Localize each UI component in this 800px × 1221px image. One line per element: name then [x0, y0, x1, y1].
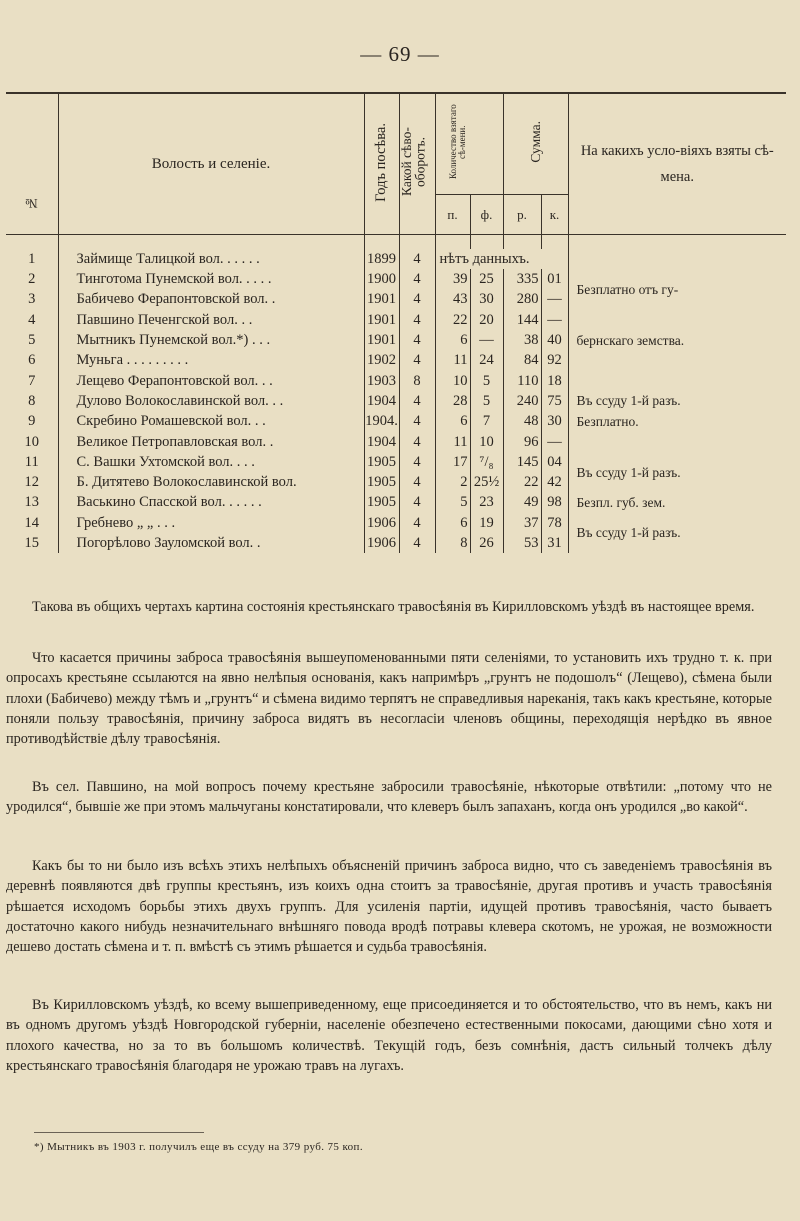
cell-place: Мытникъ Пунемской вол.*) . . . — [58, 330, 364, 350]
cell-place: Гребнево „ „ . . . — [58, 513, 364, 533]
cell-funt: 19 — [470, 513, 503, 533]
cell-conditions: Въ ссуду 1-й разъ. — [568, 452, 786, 493]
cell-rub: 22 — [503, 472, 541, 492]
cell-conditions — [568, 371, 786, 391]
cell-funt: 25 — [470, 269, 503, 289]
cell-conditions: Безпл. губ. зем. — [568, 493, 786, 513]
header-funt: ф. — [470, 194, 503, 234]
cell-year: 1904 — [364, 432, 399, 452]
row-number: 8 — [28, 392, 36, 409]
row-number: 3 — [28, 291, 36, 308]
cell-conditions: Безплатно. — [568, 411, 786, 431]
cell-kop: 01 — [541, 269, 568, 289]
cell-conditions — [568, 249, 786, 269]
cell-funt: 30 — [470, 290, 503, 310]
cell-kop: 30 — [541, 411, 568, 431]
cell-rub: 53 — [503, 533, 541, 553]
cell-year: 1905 — [364, 493, 399, 513]
table-row — [6, 513, 786, 533]
paragraph-5: Въ Кирилловскомъ уѣздѣ, ко всему вышеприведенному, еще присоединяется и то обстоятельство, что въ немъ, какъ ни въ одномъ другомъ уѣздѣ Новгородской губерніи, населеніе обезпечено естественными покосами, дающими сѣно хотя и плохого качества, но за то въ большомъ количествѣ. Текущій годъ, безъ сомнѣнія, дастъ сильный толчекъ дѣлу крестьянскаго травосѣянія благодаря не урожаю травъ на лугахъ. — [6, 997, 772, 1074]
cell-rotation: 4 — [399, 513, 435, 533]
cell-conditions: Безплатно отъ гу- — [568, 269, 786, 310]
cell-rotation: 4 — [399, 432, 435, 452]
cell-rotation: 4 — [399, 269, 435, 289]
cell-rub: 280 — [503, 290, 541, 310]
cell-rub: 240 — [503, 391, 541, 411]
page-number: — 69 — — [360, 42, 440, 66]
cell-rotation: 4 — [399, 391, 435, 411]
cell-kop: 40 — [541, 330, 568, 350]
cell-kop: — — [541, 290, 568, 310]
header-quantity: Количество взятаго сѣ-мени. — [435, 93, 503, 194]
cell-funt: ⁷/₈ — [470, 452, 503, 472]
row-number: 13 — [24, 494, 39, 511]
cell-place: Дулово Волокославинской вол. . . — [58, 391, 364, 411]
header-kop: к. — [541, 194, 568, 234]
cell-rub: 335 — [503, 269, 541, 289]
spacer-row — [6, 235, 786, 250]
cell-year: 1906 — [364, 513, 399, 533]
cell-place: Тинготома Пунемской вол. . . . . — [58, 269, 364, 289]
paragraph-2: Что касается причины заброса травосѣянія вышеупоменованными пяти селеніями, то установить ихъ трудно т. к. при опросахъ крестьяне ссылаются на явно нелѣпыя основанія, какъ напримѣръ „грунтъ не подошолъ“ (Лещево), сѣмена были плохи (Бабичево) между тѣмъ и „грунтъ“ и сѣмена видимо терпятъ не справедливыя нареканія, такъ какъ крестьяне, которые поняли пользу травосѣянія, причину заброса видятъ въ несогласіи членовъ общины, переходящія нерѣдко въ явное противодѣйствіе дѣлу травосѣянія. — [6, 650, 772, 748]
cell-pud: 22 — [435, 310, 470, 330]
cell-year: 1899 — [364, 249, 399, 269]
cell-rotation: 4 — [399, 350, 435, 370]
cell-kop: 98 — [541, 493, 568, 513]
row-number: 12 — [24, 474, 39, 491]
cell-place: Муньга . . . . . . . . . — [58, 350, 364, 370]
cell-year: 1904. — [364, 411, 399, 431]
header-rub: р. — [503, 194, 541, 234]
cell-no-data: нѣтъ данныхъ. — [435, 249, 568, 269]
cell-pud: 39 — [435, 269, 470, 289]
row-number: 1 — [28, 250, 36, 267]
cell-pud: 11 — [435, 350, 470, 370]
cell-kop: 42 — [541, 472, 568, 492]
paragraph-3: Въ сел. Павшино, на мой вопросъ почему крестьяне забросили травосѣяніе, нѣкоторые отвѣтили: „потому что не уродился“, бывшіе же при этомъ мальчуганы констатировали, что клеверъ былъ запаханъ, когда онъ уродился „во какой“. — [6, 779, 772, 816]
row-number: 5 — [28, 332, 36, 349]
table-row — [6, 432, 786, 452]
cell-year: 1903 — [364, 371, 399, 391]
cell-year: 1904 — [364, 391, 399, 411]
header-rotation: Какой сѣво-оборотъ. — [399, 93, 435, 235]
cell-year: 1901 — [364, 290, 399, 310]
cell-pud: 6 — [435, 330, 470, 350]
cell-year: 1906 — [364, 533, 399, 553]
cell-pud: 2 — [435, 472, 470, 492]
cell-kop: 75 — [541, 391, 568, 411]
cell-year: 1902 — [364, 350, 399, 370]
row-number: 10 — [24, 433, 39, 450]
cell-year: 1901 — [364, 330, 399, 350]
cell-rotation: 4 — [399, 533, 435, 553]
row-number: 2 — [28, 271, 36, 288]
cell-conditions: бернскаго земства. — [568, 310, 786, 371]
paragraph-4: Какъ бы то ни было изъ всѣхъ этихъ нелѣпыхъ объясненій причинъ заброса видно, что съ заведеніемъ травосѣянія въ деревнѣ появляются двѣ группы крестьянъ, изъ коихъ одна стоитъ за травосѣяніе, другая противъ и участь травосѣянія рѣшается исходомъ борьбы этихъ двухъ группъ. Для усиленія партіи, идущей противъ травосѣянія, часто бываетъ достаточно какого нибудь незначительнаго внѣшняго повода вродѣ потравы клевера скотомъ, не урожая, не возможности дешево достать сѣмена и т. п. вмѣстѣ съ этимъ рѣшается и судьба травосѣянія. — [6, 858, 772, 956]
row-number: 11 — [24, 453, 39, 470]
cell-kop: — — [541, 432, 568, 452]
cell-funt: 24 — [470, 350, 503, 370]
header-sum: Сумма. — [503, 93, 568, 194]
cell-year: 1905 — [364, 452, 399, 472]
table-row — [6, 411, 786, 431]
cell-place: С. Вашки Ухтомской вол. . . . — [58, 452, 364, 472]
cell-funt: 10 — [470, 432, 503, 452]
cell-funt: 26 — [470, 533, 503, 553]
cell-rub: 145 — [503, 452, 541, 472]
cell-rotation: 8 — [399, 371, 435, 391]
cell-place: Займище Талицкой вол. . . . . . — [58, 249, 364, 269]
cell-rotation: 4 — [399, 330, 435, 350]
cell-kop: 78 — [541, 513, 568, 533]
cell-pud: 6 — [435, 411, 470, 431]
cell-rotation: 4 — [399, 411, 435, 431]
cell-pud: 11 — [435, 432, 470, 452]
cell-rub: 49 — [503, 493, 541, 513]
cell-rotation: 4 — [399, 290, 435, 310]
table-row — [6, 249, 786, 269]
cell-pud: 43 — [435, 290, 470, 310]
cell-conditions: Въ ссуду 1-й разъ. — [568, 513, 786, 554]
cell-pud: 17 — [435, 452, 470, 472]
table-row — [6, 371, 786, 391]
header-number: № — [6, 93, 58, 235]
cell-pud: 8 — [435, 533, 470, 553]
cell-funt: 20 — [470, 310, 503, 330]
cell-rotation: 4 — [399, 310, 435, 330]
table-row — [6, 391, 786, 411]
table-row — [6, 310, 786, 330]
header-pud: п. — [435, 194, 470, 234]
cell-funt: 25½ — [470, 472, 503, 492]
cell-pud: 28 — [435, 391, 470, 411]
cell-funt: 5 — [470, 371, 503, 391]
cell-funt: 23 — [470, 493, 503, 513]
cell-kop: 04 — [541, 452, 568, 472]
header-year: Годъ посѣва. — [364, 93, 399, 235]
cell-place: Погорѣлово Зауломской вол. . — [58, 533, 364, 553]
cell-pud: 6 — [435, 513, 470, 533]
cell-year: 1901 — [364, 310, 399, 330]
cell-rotation: 4 — [399, 493, 435, 513]
cell-kop: 31 — [541, 533, 568, 553]
cell-pud: 5 — [435, 493, 470, 513]
row-number: 15 — [24, 535, 39, 552]
cell-place: Лещево Ферапонтовской вол. . . — [58, 371, 364, 391]
cell-place: Бабичево Ферапонтовской вол. . — [58, 290, 364, 310]
cell-year: 1905 — [364, 472, 399, 492]
row-number: 4 — [28, 311, 36, 328]
cell-year: 1900 — [364, 269, 399, 289]
row-number: 14 — [24, 514, 39, 531]
cell-rotation: 4 — [399, 472, 435, 492]
cell-rub: 96 — [503, 432, 541, 452]
row-number: 6 — [28, 352, 36, 369]
cell-place: Павшино Печенгской вол. . . — [58, 310, 364, 330]
cell-rotation: 4 — [399, 249, 435, 269]
cell-funt: — — [470, 330, 503, 350]
cell-funt: 5 — [470, 391, 503, 411]
footnote-rule — [34, 1132, 204, 1133]
table-row — [6, 269, 786, 289]
header-source: На какихъ усло-віяхъ взяты сѣ-мена. — [568, 93, 786, 235]
row-number: 7 — [28, 372, 36, 389]
cell-place: Великое Петропавловская вол. . — [58, 432, 364, 452]
cell-place: Васькино Спасской вол. . . . . . — [58, 493, 364, 513]
table-row — [6, 493, 786, 513]
cell-kop: 18 — [541, 371, 568, 391]
cell-place: Скребино Ромашевской вол. . . — [58, 411, 364, 431]
cell-conditions: Въ ссуду 1-й разъ. — [568, 391, 786, 411]
cell-conditions — [568, 432, 786, 452]
cell-kop: 92 — [541, 350, 568, 370]
cell-rub: 144 — [503, 310, 541, 330]
cell-rub: 37 — [503, 513, 541, 533]
cell-rub: 110 — [503, 371, 541, 391]
cell-rub: 38 — [503, 330, 541, 350]
header-place: Волость и селеніе. — [58, 93, 364, 235]
cell-place: Б. Дитятево Волокославинской вол. — [58, 472, 364, 492]
cell-pud: 10 — [435, 371, 470, 391]
seed-table — [6, 92, 786, 553]
cell-rub: 48 — [503, 411, 541, 431]
cell-funt: 7 — [470, 411, 503, 431]
cell-kop: — — [541, 310, 568, 330]
table-row — [6, 452, 786, 472]
cell-rotation: 4 — [399, 452, 435, 472]
paragraph-1: Такова въ общихъ чертахъ картина состоянія крестьянскаго травосѣянія въ Кирилловскомъ уѣздѣ въ настоящее время. — [32, 599, 755, 615]
footnote: *) Мытникъ въ 1903 г. получилъ еще въ ссуду на 379 руб. 75 коп. — [34, 1141, 363, 1153]
cell-rub: 84 — [503, 350, 541, 370]
row-number: 9 — [28, 413, 36, 430]
